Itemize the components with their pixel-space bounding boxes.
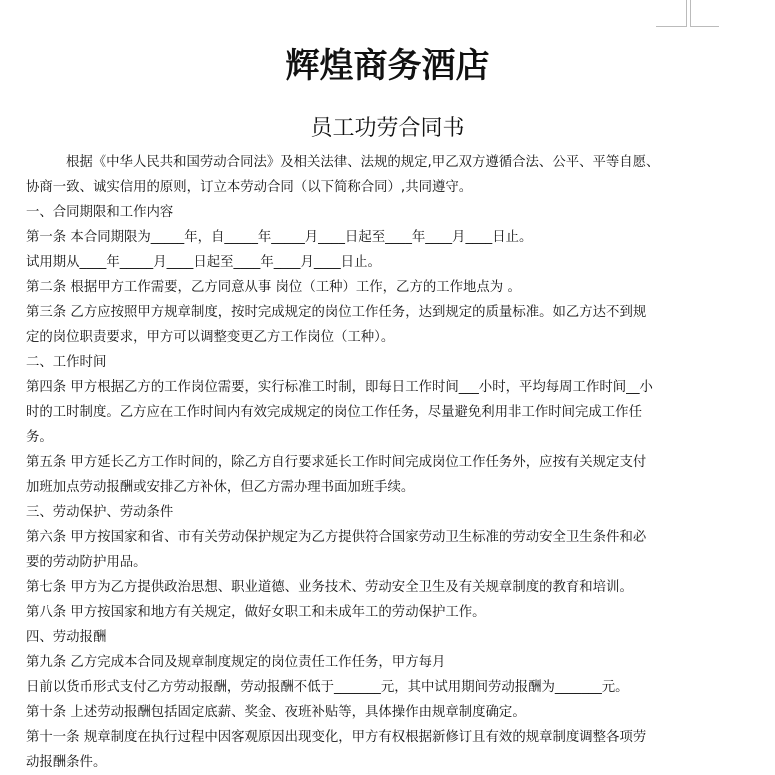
article-5-line-1: 第五条 甲方延长乙方工作时间的，除乙方自行要求延长工作时间完成岗位工作任务外，应按有关规定支付: [26, 455, 647, 470]
article-8: 第八条 甲方按国家和地方有关规定，做好女职工和未成年工的劳动保护工作。: [26, 605, 486, 620]
article-7: 第七条 甲方为乙方提供政治思想、职业道德、业务技术、劳动安全卫生及有关规章制度的教育和培训。: [26, 580, 633, 595]
article-5-line-2: 加班加点劳动报酬或安排乙方补休，但乙方需办理书面加班手续。: [26, 480, 415, 495]
contract-body: [26, 150, 694, 775]
article-10: 第十条 上述劳动报酬包括固定底薪、奖金、夜班补贴等，具体操作由规章制度确定。: [26, 705, 526, 720]
article-4-line-1: 第四条 甲方根据乙方的工作岗位需要，实行标准工时制，即每日工作时间___小时，平均每周工作时间__小: [26, 380, 653, 395]
section-heading-2: 二、工作时间: [26, 355, 107, 370]
contract-title: 员工功劳合同书: [310, 116, 465, 141]
section-heading-1: 一、合同期限和工作内容: [26, 205, 174, 220]
probation-line: 试用期从____年_____月____日起至____年____月____日止。: [26, 255, 381, 270]
section-heading-3: 三、劳动保护、劳动条件: [26, 505, 174, 520]
preamble-line-1: 根据《中华人民共和国劳动合同法》及相关法律、法规的规定,甲乙双方遵循合法、公平、平等自愿、: [66, 155, 660, 170]
page-corner-mark-left: [656, 0, 687, 27]
article-9-line-1: 第九条 乙方完成本合同及规章制度规定的岗位责任工作任务，甲方每月: [26, 655, 446, 670]
article-6-line-1: 第六条 甲方按国家和省、市有关劳动保护规定为乙方提供符合国家劳动卫生标准的劳动安全卫生条件和必: [26, 530, 647, 545]
article-3-line-1: 第三条 乙方应按照甲方规章制度，按时完成规定的岗位工作任务，达到规定的质量标准。如乙方达不到规: [26, 305, 647, 320]
page-corner-mark-right: [690, 0, 719, 27]
article-11-line-2: 动报酬条件。: [26, 755, 107, 770]
article-1: 第一条 本合同期限为_____年，自_____年_____月____日起至____年____月____日止。: [26, 230, 533, 245]
company-title: 辉煌商务酒店: [285, 46, 490, 86]
article-11-line-1: 第十一条 规章制度在执行过程中因客观原因出现变化，甲方有权根据新修订且有效的规章制度调整各项劳: [26, 730, 647, 745]
preamble-line-2: 协商一致、诚实信用的原则，订立本劳动合同（以下简称合同）,共同遵守。: [26, 180, 473, 195]
article-4-line-3: 务。: [26, 430, 53, 445]
article-4-line-2: 时的工时制度。乙方应在工作时间内有效完成规定的岗位工作任务，尽量避免利用非工作时间完成工作任: [26, 405, 642, 420]
section-heading-4: 四、劳动报酬: [26, 630, 107, 645]
article-2: 第二条 根据甲方工作需要，乙方同意从事 岗位（工种）工作，乙方的工作地点为 。: [26, 280, 521, 295]
article-3-line-2: 定的岗位职责要求，甲方可以调整变更乙方工作岗位（工种）。: [26, 330, 395, 345]
article-6-line-2: 要的劳动防护用品。: [26, 555, 147, 570]
article-9-line-2: 日前以货币形式支付乙方劳动报酬，劳动报酬不低于_______元，其中试用期间劳动报酬为_______元。: [26, 680, 629, 695]
